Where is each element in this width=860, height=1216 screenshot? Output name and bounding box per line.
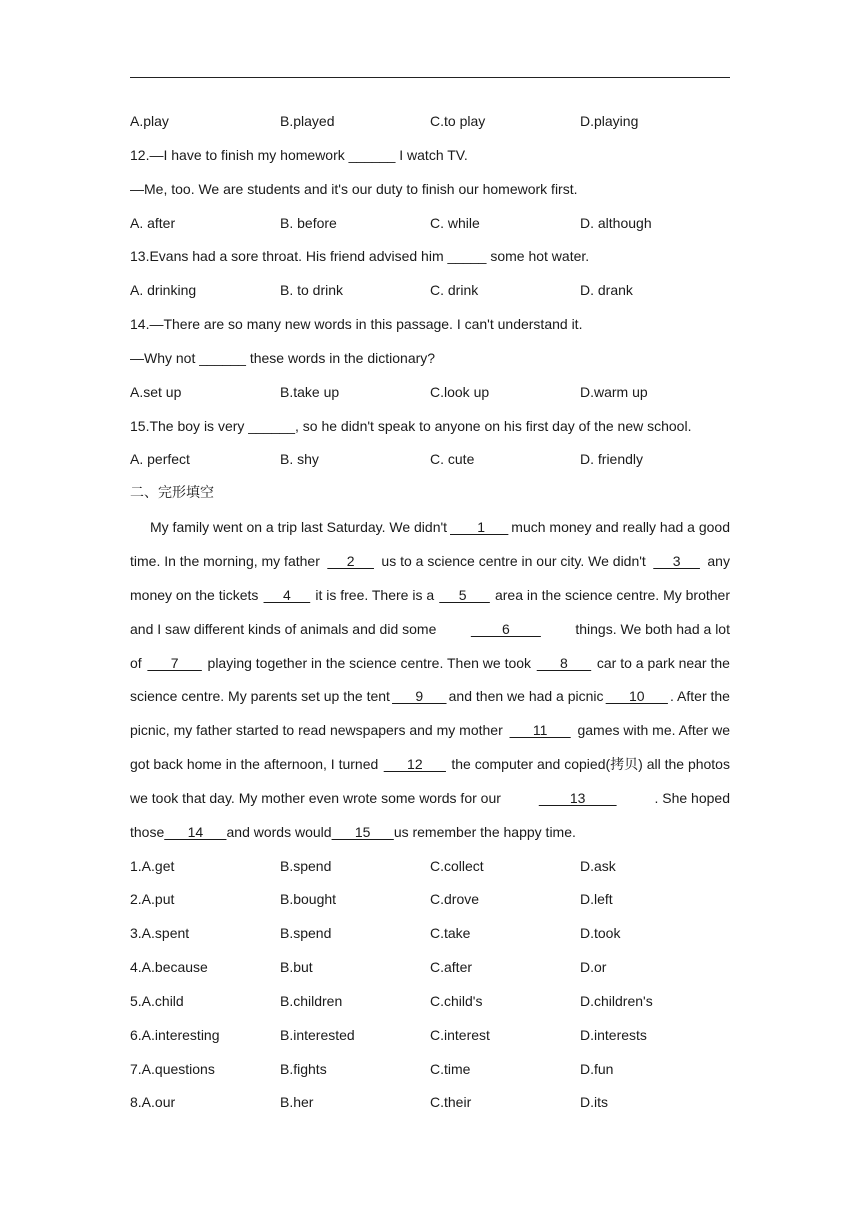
passage-text: picnic, my father started to read newspapers and my mother <box>130 722 503 739</box>
passage-text: of <box>130 654 142 671</box>
passage-text: the computer and copied(拷贝) all the photos <box>451 756 730 773</box>
option-d: D.left <box>580 891 613 908</box>
passage-text: car to a park near the <box>596 654 730 671</box>
cloze-blank: 15 <box>331 823 394 840</box>
passage-text: us remember the happy time. <box>393 823 576 840</box>
cloze-blank: 1 <box>450 519 509 536</box>
option-d: D.fun <box>580 1060 614 1077</box>
passage-text: science centre. My parents set up the tent <box>130 688 390 705</box>
passage-line <box>130 753 730 787</box>
cloze-blank: 11 <box>509 722 571 739</box>
option-c: C. while <box>430 214 480 231</box>
question-options <box>130 279 730 313</box>
option-c: C.interest <box>430 1026 490 1043</box>
passage-line <box>130 685 730 719</box>
cloze-blank: 4 <box>263 586 311 603</box>
passage-line <box>130 652 730 686</box>
option-d: D.interests <box>580 1026 647 1043</box>
passage-line <box>130 618 730 652</box>
option-b: B.spend <box>280 925 332 942</box>
question-options <box>130 448 730 482</box>
cloze-blank: 5 <box>439 586 490 603</box>
cloze-options <box>130 888 730 922</box>
passage-text: it is free. There is a <box>315 586 435 603</box>
passage-text: . After the <box>670 688 730 705</box>
passage-line <box>130 516 730 550</box>
option-a: 2.A.put <box>130 891 175 908</box>
question-text: 13.Evans had a sore throat. His friend advised him _____ some hot water. <box>130 248 590 265</box>
option-c: C.time <box>430 1060 471 1077</box>
option-b: B.fights <box>280 1060 327 1077</box>
option-d: D. drank <box>580 282 633 299</box>
option-a: 6.A.interesting <box>130 1026 220 1043</box>
cloze-blank: 12 <box>383 756 446 773</box>
cloze-blank: 10 <box>605 688 668 705</box>
passage-text: and then we had a picnic <box>448 688 604 705</box>
cloze-options <box>130 956 730 990</box>
option-a: 4.A.because <box>130 959 208 976</box>
cloze-blank: 3 <box>653 552 700 569</box>
option-b: B.take up <box>280 383 340 400</box>
option-d: D.ask <box>580 857 616 874</box>
question-options <box>130 381 730 415</box>
option-b: B.bought <box>280 891 337 908</box>
option-d: D. although <box>580 214 652 231</box>
cloze-blank: 7 <box>147 654 202 671</box>
option-a: 1.A.get <box>130 857 175 874</box>
option-c: C.drove <box>430 891 480 908</box>
document-body <box>130 110 730 1125</box>
passage-text: My family went on a trip last Saturday. We didn't <box>150 519 448 536</box>
option-a: A. drinking <box>130 282 197 299</box>
option-c: C. cute <box>430 451 475 468</box>
passage-text: those <box>130 823 165 840</box>
passage-line <box>130 719 730 753</box>
option-a: A.set up <box>130 383 182 400</box>
passage-line <box>130 787 730 821</box>
option-d: D. friendly <box>580 451 644 468</box>
passage-text: any <box>707 552 730 569</box>
cloze-blank: 13 <box>538 789 617 806</box>
question-options <box>130 212 730 246</box>
option-d: D.its <box>580 1094 608 1111</box>
passage-text: and words would <box>226 823 332 840</box>
passage-line <box>130 821 730 855</box>
option-c: C.after <box>430 959 473 976</box>
option-c: C.their <box>430 1094 472 1111</box>
option-b: B. to drink <box>280 282 344 299</box>
question-text: 12.—I have to finish my homework ______ I watch TV. <box>130 146 468 163</box>
option-d: D.children's <box>580 992 653 1009</box>
cloze-options <box>130 855 730 889</box>
cloze-blank: 9 <box>392 688 447 705</box>
question-text: 14.—There are so many new words in this passage. I can't understand it. <box>130 316 583 333</box>
cloze-blank: 14 <box>164 823 227 840</box>
option-d: D.or <box>580 959 607 976</box>
passage-text: money on the tickets <box>130 586 259 603</box>
cloze-options <box>130 1058 730 1092</box>
option-c: C.child's <box>430 992 483 1009</box>
cloze-options <box>130 922 730 956</box>
question-text: —Me, too. We are students and it's our duty to finish our homework first. <box>130 180 578 197</box>
passage-text: things. We both had a lot <box>575 620 730 637</box>
cloze-options <box>130 990 730 1024</box>
passage-text: time. In the morning, my father <box>130 552 320 569</box>
option-c: C.collect <box>430 857 484 874</box>
option-c: C.look up <box>430 383 490 400</box>
option-a: 8.A.our <box>130 1094 176 1111</box>
option-c: C.to play <box>430 113 486 129</box>
option-c: C.take <box>430 925 471 942</box>
passage-text: games with me. After we <box>577 722 730 739</box>
passage-text: area in the science centre. My brother <box>494 586 730 603</box>
option-c: C. drink <box>430 282 479 299</box>
passage-text: got back home in the afternoon, I turned <box>130 756 379 773</box>
passage-text: much money and really had a good <box>511 519 730 536</box>
header-rule <box>130 77 730 78</box>
option-a: 3.A.spent <box>130 925 190 942</box>
cloze-blank: 8 <box>536 654 592 671</box>
option-a: 5.A.child <box>130 992 184 1009</box>
option-b: B. shy <box>280 451 319 468</box>
passage-text: . She hoped <box>654 789 730 806</box>
cloze-blank: 2 <box>327 552 374 569</box>
passage-line <box>130 550 730 584</box>
option-a: A. perfect <box>130 451 190 468</box>
passage-text: playing together in the science centre. Then we took <box>207 654 532 671</box>
option-b: B.her <box>280 1094 314 1111</box>
option-b: B. before <box>280 214 337 231</box>
question-text: —Why not ______ these words in the dictionary? <box>130 349 436 366</box>
section-heading: 二、完形填空 <box>130 485 214 502</box>
option-a: A. after <box>130 214 176 231</box>
passage-text: we took that day. My mother even wrote some words for our <box>130 789 501 806</box>
option-d: D.playing <box>580 113 639 129</box>
option-b: B.interested <box>280 1026 355 1043</box>
option-d: D.took <box>580 925 621 942</box>
option-b: B.children <box>280 992 343 1009</box>
option-d: D.warm up <box>580 383 648 400</box>
option-a: 7.A.questions <box>130 1060 215 1077</box>
question-options <box>130 110 730 144</box>
cloze-passage <box>130 516 730 854</box>
passage-line <box>130 584 730 618</box>
cloze-options <box>130 1091 730 1125</box>
passage-text: us to a science centre in our city. We didn't <box>381 552 646 569</box>
question-text: 15.The boy is very ______, so he didn't speak to anyone on his first day of the new school. <box>130 417 692 434</box>
option-b: B.but <box>280 959 313 976</box>
cloze-blank: 6 <box>470 620 541 637</box>
option-a: A.play <box>130 113 169 129</box>
passage-text: and I saw different kinds of animals and did some <box>130 620 437 637</box>
option-b: B.spend <box>280 857 332 874</box>
option-b: B.played <box>280 113 335 129</box>
cloze-options <box>130 1024 730 1058</box>
